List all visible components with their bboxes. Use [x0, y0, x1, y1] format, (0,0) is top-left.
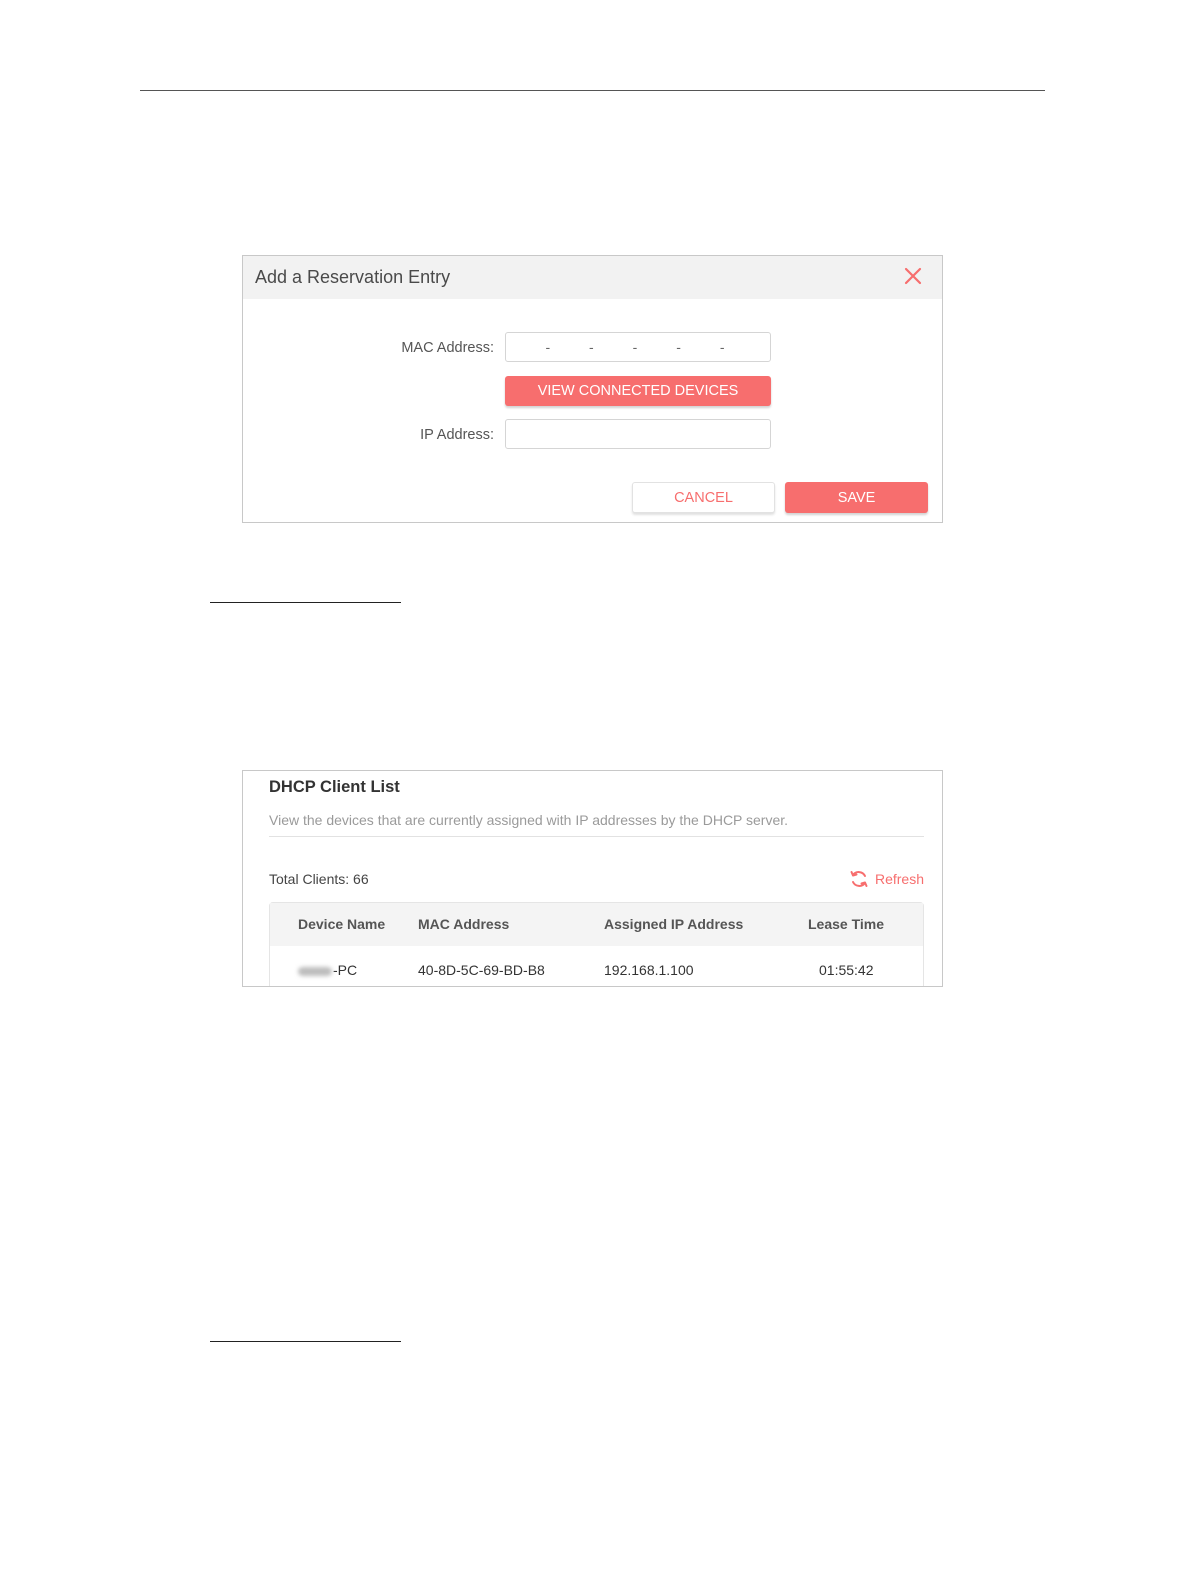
column-header[interactable]: Assigned IP Address — [604, 916, 744, 932]
column-header[interactable]: Device Name — [298, 916, 386, 932]
table-header — [270, 903, 923, 946]
mac-address-cell: 40-8D-5C-69-BD-B8 — [418, 962, 545, 978]
total-clients: Total Clients: 66 — [269, 871, 369, 887]
cancel-button[interactable]: CANCEL — [632, 482, 775, 513]
divider — [269, 836, 924, 837]
ip-address-label: IP Address: — [420, 427, 494, 443]
page-header-rule — [140, 90, 1045, 91]
blurred-name-image — [298, 967, 332, 976]
save-button[interactable]: SAVE — [785, 482, 928, 513]
refresh-icon — [849, 869, 869, 889]
note-rule — [210, 1341, 401, 1342]
device-name-cell — [298, 962, 357, 978]
refresh-button[interactable] — [849, 869, 924, 889]
column-header[interactable]: MAC Address — [418, 916, 510, 932]
mac-address-label: MAC Address: — [401, 340, 494, 356]
ip-address-input[interactable] — [505, 419, 771, 449]
mac-address-input[interactable] — [505, 332, 771, 362]
mac-separator: - — [545, 339, 551, 355]
table-row[interactable] — [270, 946, 923, 987]
panel-description: View the devices that are currently assigned with IP addresses by the DHCP server. — [269, 812, 789, 828]
dhcp-client-list-panel — [242, 770, 943, 987]
dialog-title: Add a Reservation Entry — [255, 267, 451, 287]
refresh-label: Refresh — [874, 871, 924, 887]
ip-address-cell: 192.168.1.100 — [604, 962, 694, 978]
mac-separator: - — [589, 339, 594, 355]
column-header[interactable]: Lease Time — [808, 916, 885, 932]
view-connected-devices-button[interactable]: VIEW CONNECTED DEVICES — [505, 376, 771, 406]
close-icon[interactable] — [904, 267, 922, 285]
lease-time-cell: 01:55:42 — [819, 962, 874, 978]
dialog-header — [243, 256, 942, 299]
note-rule — [210, 602, 401, 603]
panel-title: DHCP Client List — [269, 778, 400, 796]
client-table — [269, 902, 924, 987]
mac-separator: - — [632, 339, 638, 355]
device-name-text: -PC — [333, 962, 358, 978]
mac-separator: - — [676, 339, 681, 355]
mac-separator: - — [719, 339, 725, 355]
add-reservation-dialog — [242, 255, 943, 523]
